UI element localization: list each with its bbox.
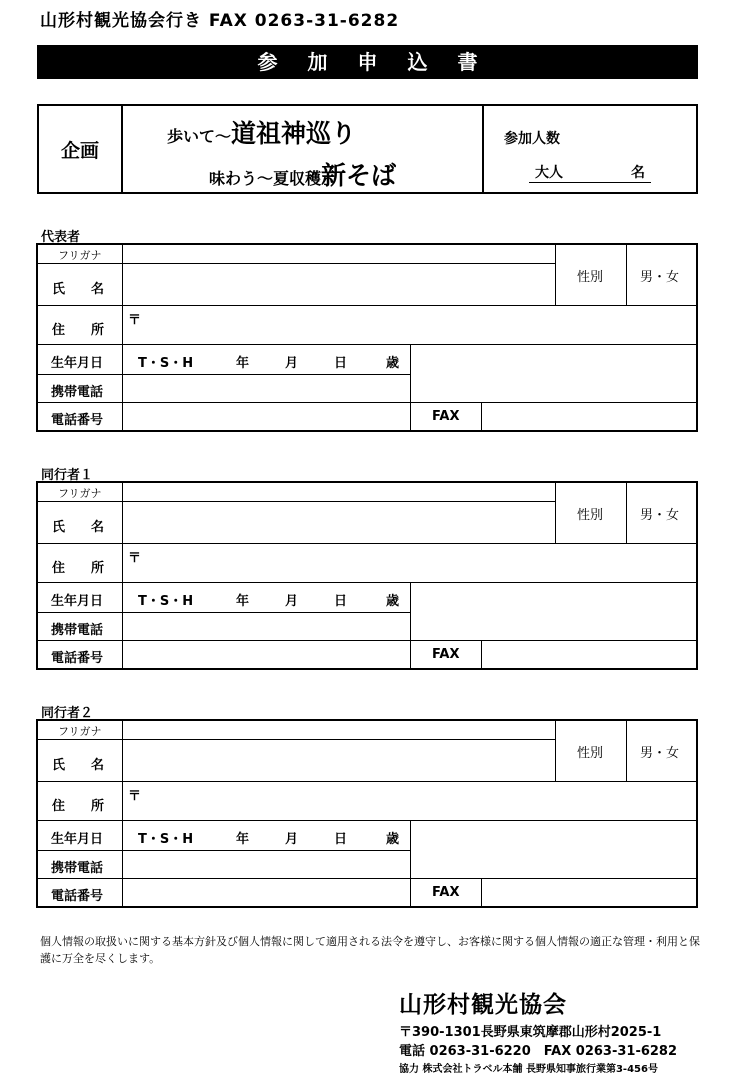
- fax-label: FAX: [432, 409, 460, 424]
- grid-line: [38, 612, 410, 613]
- name-label: 氏名: [52, 758, 131, 773]
- address-input[interactable]: [148, 783, 694, 819]
- mobile-input[interactable]: [124, 852, 409, 877]
- grid-line: [626, 483, 627, 543]
- organization-name: 山形村観光協会: [399, 992, 567, 1018]
- furigana-input[interactable]: [124, 483, 554, 500]
- grid-line: [38, 820, 696, 821]
- birthdate-label: 生年月日: [51, 356, 104, 371]
- mobile-label: 携帯電話: [51, 861, 104, 876]
- plan-line2-main: 新そば: [321, 161, 397, 190]
- furigana-input[interactable]: [124, 245, 554, 262]
- section-title: 代表者: [41, 230, 81, 245]
- grid-line: [38, 305, 696, 306]
- postal-mark: 〒: [128, 551, 142, 566]
- birthdate-label: 生年月日: [51, 594, 104, 609]
- address-label: 住所: [52, 323, 131, 338]
- grid-line: [38, 850, 410, 851]
- grid-line: [481, 402, 482, 430]
- grid-line: [38, 582, 696, 583]
- gender-label: 性別: [577, 746, 604, 761]
- grid-line: [38, 640, 696, 641]
- grid-line: [626, 245, 627, 305]
- plan-title-walk: [167, 114, 356, 150]
- name-input[interactable]: [124, 265, 554, 304]
- phone-input[interactable]: [124, 642, 409, 667]
- privacy-notice: 個人情報の取扱いに関する基本方針及び個人情報に関して適用される法令を遵守し、お客様に関する個人情報の適正な管理・利用と保護に万全を尽くします。: [40, 935, 700, 965]
- grid-line: [38, 781, 696, 782]
- grid-line: [410, 344, 411, 430]
- phone-input[interactable]: [124, 404, 409, 429]
- plan-box: [37, 104, 698, 194]
- grid-line: [38, 739, 555, 740]
- grid-line: [555, 483, 556, 543]
- month-label: 月: [285, 356, 299, 371]
- month-label: 月: [285, 594, 299, 609]
- grid-line: [38, 344, 696, 345]
- plan-line1-main: 道祖神巡り: [231, 119, 357, 148]
- address-label: 住所: [52, 561, 131, 576]
- month-label: 月: [285, 832, 299, 847]
- age-label: 歳: [386, 832, 400, 847]
- name-label: 氏名: [52, 282, 131, 297]
- fax-input[interactable]: [483, 642, 695, 667]
- address-input[interactable]: [148, 545, 694, 581]
- organization-cooperation: 協力 株式会社トラベル本舗 長野県知事旅行業第3-456号: [399, 1064, 658, 1075]
- gender-options[interactable]: 男・女: [640, 270, 680, 285]
- address-input[interactable]: [148, 307, 694, 343]
- gender-label: 性別: [577, 508, 604, 523]
- participant-count-field[interactable]: [529, 162, 651, 183]
- day-label: 日: [334, 832, 348, 847]
- mobile-label: 携帯電話: [51, 385, 104, 400]
- fax-label: FAX: [432, 885, 460, 900]
- name-input[interactable]: [124, 741, 554, 780]
- age-label: 歳: [386, 594, 400, 609]
- person-form: [36, 719, 698, 908]
- count-unit: 名: [631, 165, 645, 181]
- phone-input[interactable]: [124, 880, 409, 905]
- participant-count-label: 参加人数: [504, 131, 560, 147]
- plan-line1-prefix: 歩いて～: [167, 127, 232, 146]
- grid-line: [38, 374, 410, 375]
- name-label: 氏名: [52, 520, 131, 535]
- grid-line: [481, 878, 482, 906]
- section-title: 同行者１: [41, 468, 94, 483]
- organization-contact: 電話 0263-31-6220 FAX 0263-31-6282: [399, 1044, 678, 1059]
- grid-line: [481, 640, 482, 668]
- grid-line: [38, 878, 696, 879]
- postal-mark: 〒: [128, 789, 142, 804]
- grid-line: [38, 501, 555, 502]
- mobile-label: 携帯電話: [51, 623, 104, 638]
- person-form: [36, 481, 698, 670]
- person-form: [36, 243, 698, 432]
- grid-line: [38, 402, 696, 403]
- era-options: T・S・H: [138, 832, 194, 847]
- fax-label: FAX: [432, 647, 460, 662]
- grid-line: [38, 263, 555, 264]
- grid-line: [555, 721, 556, 781]
- furigana-label: フリガナ: [58, 249, 102, 262]
- birthdate-label: 生年月日: [51, 832, 104, 847]
- gender-label: 性別: [577, 270, 604, 285]
- mobile-input[interactable]: [124, 614, 409, 639]
- mobile-input[interactable]: [124, 376, 409, 401]
- gender-options[interactable]: 男・女: [640, 746, 680, 761]
- grid-line: [555, 245, 556, 305]
- day-label: 日: [334, 356, 348, 371]
- grid-line: [626, 721, 627, 781]
- phone-label: 電話番号: [51, 651, 104, 666]
- organization-address: 〒390-1301長野県東筑摩郡山形村2025-1: [399, 1025, 662, 1040]
- plan-label: 企画: [39, 106, 123, 192]
- furigana-label: フリガナ: [58, 487, 102, 500]
- section-title: 同行者２: [41, 706, 94, 721]
- fax-destination-header: 山形村観光協会行き FAX 0263-31-6282: [40, 11, 400, 31]
- year-label: 年: [236, 832, 250, 847]
- fax-input[interactable]: [483, 404, 695, 429]
- day-label: 日: [334, 594, 348, 609]
- year-label: 年: [236, 594, 250, 609]
- adult-label: 大人: [535, 165, 563, 181]
- era-options: T・S・H: [138, 594, 194, 609]
- grid-line: [410, 820, 411, 906]
- postal-mark: 〒: [128, 313, 142, 328]
- year-label: 年: [236, 356, 250, 371]
- form-title: 参加申込書: [37, 45, 698, 79]
- grid-line: [38, 543, 696, 544]
- age-label: 歳: [386, 356, 400, 371]
- phone-label: 電話番号: [51, 413, 104, 428]
- furigana-input[interactable]: [124, 721, 554, 738]
- grid-line: [410, 582, 411, 668]
- phone-label: 電話番号: [51, 889, 104, 904]
- plan-divider: [482, 106, 484, 192]
- plan-title-soba: [209, 156, 396, 192]
- furigana-label: フリガナ: [58, 725, 102, 738]
- gender-options[interactable]: 男・女: [640, 508, 680, 523]
- era-options: T・S・H: [138, 356, 194, 371]
- fax-input[interactable]: [483, 880, 695, 905]
- plan-line2-prefix: 味わう～夏収穫: [209, 169, 322, 188]
- address-label: 住所: [52, 799, 131, 814]
- name-input[interactable]: [124, 503, 554, 542]
